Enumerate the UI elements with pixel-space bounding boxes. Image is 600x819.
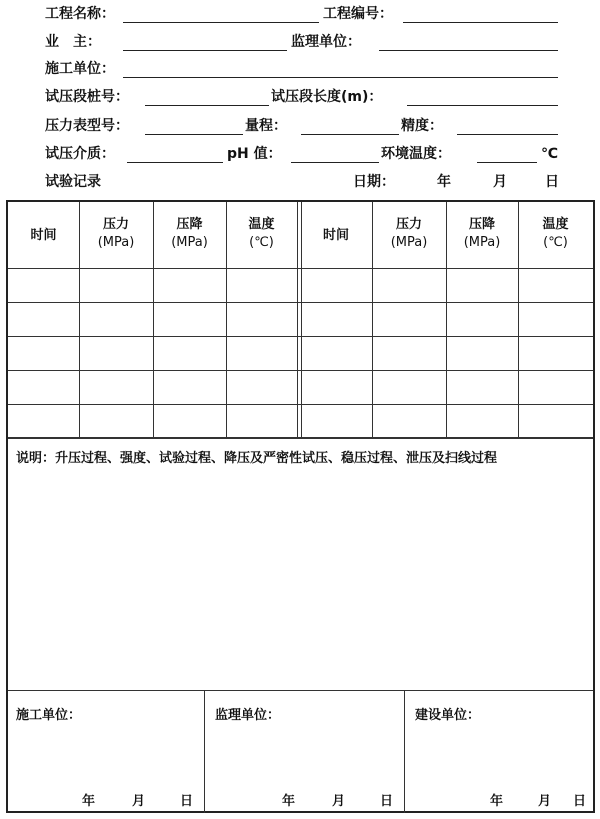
supervisor-field[interactable] xyxy=(379,33,558,51)
owner-field[interactable] xyxy=(123,33,287,51)
range-label: 量程： xyxy=(245,118,287,134)
sig-date-month: 月 xyxy=(132,794,146,809)
sig-date-year: 年 xyxy=(490,794,504,809)
sig-date-month: 月 xyxy=(332,794,346,809)
table-bottom-divider xyxy=(8,437,593,439)
date-year: 年 xyxy=(437,174,451,190)
section-length-field[interactable] xyxy=(407,88,558,106)
record-title: 试验记录 xyxy=(45,174,101,190)
accuracy-label: 精度： xyxy=(401,118,443,134)
sig-supervisor-label: 监理单位： xyxy=(215,708,281,723)
date-day: 日 xyxy=(545,174,559,190)
col-header-temp-1: 温度 (℃) xyxy=(248,217,275,250)
owner-label: 业 主： xyxy=(45,34,101,50)
sig-date-day: 日 xyxy=(573,794,587,809)
sig-date-month: 月 xyxy=(538,794,552,809)
env-temp-field[interactable] xyxy=(477,145,537,163)
form-row-constructor xyxy=(45,60,558,82)
supervisor-label: 监理单位： xyxy=(291,34,361,50)
col-header-drop-2: 压降 (MPa) xyxy=(463,217,501,250)
row-divider xyxy=(8,404,593,405)
sig-date-year: 年 xyxy=(282,794,296,809)
col-header-drop-1: 压降 (MPa) xyxy=(171,217,208,250)
constructor-label: 施工单位： xyxy=(45,61,115,77)
col-header-pressure-2: 压力 (MPa) xyxy=(390,217,428,250)
header-divider xyxy=(8,268,593,269)
col-header-time-1: 时间 xyxy=(30,228,57,243)
form-row-gauge xyxy=(45,117,558,139)
sig-builder-label: 建设单位： xyxy=(415,708,481,723)
gauge-model-label: 压力表型号： xyxy=(45,118,129,134)
row-divider xyxy=(8,370,593,371)
col-header-time-2: 时间 xyxy=(322,228,349,243)
sig-date-year: 年 xyxy=(82,794,96,809)
form-row-section xyxy=(45,88,558,110)
project-name-field[interactable] xyxy=(123,5,319,23)
col-header-temp-2: 温度 (℃) xyxy=(542,217,569,250)
constructor-field[interactable] xyxy=(123,60,558,78)
env-temp-label: 环境温度： xyxy=(381,146,451,162)
form-row-project xyxy=(45,5,558,27)
project-name-label: 工程名称： xyxy=(45,6,115,22)
medium-field[interactable] xyxy=(127,145,223,163)
date-label: 日期： xyxy=(353,174,395,190)
date-month: 月 xyxy=(493,174,507,190)
sig-constructor-label: 施工单位： xyxy=(16,708,82,723)
sig-date-day: 日 xyxy=(180,794,194,809)
section-no-label: 试压段桩号： xyxy=(45,89,129,105)
temp-unit: ℃ xyxy=(541,146,558,162)
gauge-model-field[interactable] xyxy=(145,117,243,135)
medium-label: 试压介质： xyxy=(45,146,115,162)
note-text: 说明：升压过程、强度、试验过程、降压及严密性试压、稳压过程、泄压及扫线过程 xyxy=(16,451,498,466)
project-no-field[interactable] xyxy=(403,5,558,23)
range-field[interactable] xyxy=(301,117,399,135)
section-length-label: 试压段长度(m)： xyxy=(271,89,383,105)
ph-field[interactable] xyxy=(291,145,379,163)
row-divider xyxy=(8,302,593,303)
note-bottom-divider xyxy=(8,690,593,691)
accuracy-field[interactable] xyxy=(457,117,558,135)
sig-divider xyxy=(204,691,205,813)
row-divider xyxy=(8,336,593,337)
sig-date-day: 日 xyxy=(380,794,394,809)
ph-label: pH 值： xyxy=(227,146,282,162)
project-no-label: 工程编号： xyxy=(323,6,393,22)
record-table xyxy=(6,200,595,813)
form-row-medium xyxy=(45,145,558,167)
col-header-pressure-1: 压力 (MPa) xyxy=(97,217,135,250)
section-no-field[interactable] xyxy=(145,88,269,106)
sig-divider xyxy=(404,691,405,813)
form-row-owner xyxy=(45,33,558,55)
form-row-record xyxy=(45,173,558,195)
